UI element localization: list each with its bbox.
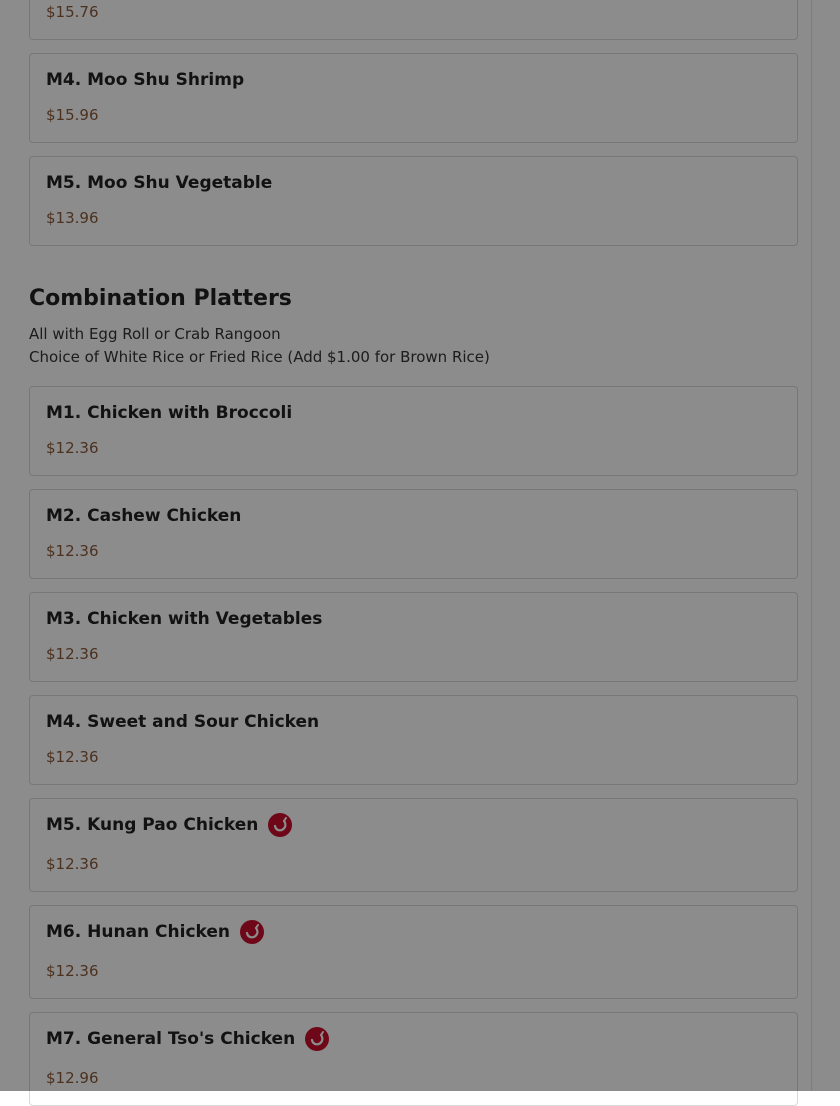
item-price: $13.96	[46, 209, 99, 227]
section-description-line-1: All with Egg Roll or Crab Rangoon	[29, 325, 281, 343]
item-name-text: M6. Hunan Chicken	[46, 922, 231, 942]
item-name	[46, 712, 319, 732]
chili-pepper-icon	[305, 1027, 329, 1051]
section-description-line-2: Choice of White Rice or Fried Rice (Add $1.00 for Brown Rice)	[29, 348, 490, 366]
menu-item-card[interactable]	[29, 1012, 798, 1106]
section-title: Combination Platters	[29, 286, 292, 311]
item-name	[46, 609, 322, 629]
menu-item-card[interactable]	[29, 798, 798, 892]
chili-pepper-icon	[240, 920, 264, 944]
item-name	[46, 506, 241, 526]
item-price: $12.96	[46, 1069, 99, 1087]
chili-pepper-icon	[268, 813, 292, 837]
item-name-text: M4. Moo Shu Shrimp	[46, 70, 245, 90]
item-name-text: M2. Cashew Chicken	[46, 506, 242, 526]
item-name	[46, 70, 244, 90]
item-price: $12.36	[46, 542, 99, 560]
item-price: $12.36	[46, 855, 99, 873]
menu-item-card[interactable]	[29, 592, 798, 682]
item-name	[46, 403, 292, 423]
item-name	[46, 173, 272, 193]
item-price: $12.36	[46, 645, 99, 663]
item-name-text: M5. Kung Pao Chicken	[46, 815, 259, 835]
menu-item-card[interactable]	[29, 905, 798, 999]
menu-item-card[interactable]	[29, 53, 798, 143]
item-price: $12.36	[46, 962, 99, 980]
item-name-text: M3. Chicken with Vegetables	[46, 609, 323, 629]
item-name-text: M5. Moo Shu Vegetable	[46, 173, 273, 193]
menu-item-card[interactable]	[29, 0, 798, 40]
item-price: $12.36	[46, 748, 99, 766]
item-price: $12.36	[46, 439, 99, 457]
menu-item-card[interactable]	[29, 695, 798, 785]
item-name-text: M1. Chicken with Broccoli	[46, 403, 293, 423]
menu-item-card[interactable]	[29, 156, 798, 246]
item-price: $15.76	[46, 3, 99, 21]
item-price: $15.96	[46, 106, 99, 124]
menu-item-card[interactable]	[29, 386, 798, 476]
scrollbar-track[interactable]	[811, 0, 812, 1091]
item-name-text: M7. General Tso's Chicken	[46, 1029, 296, 1049]
item-name-text: M4. Sweet and Sour Chicken	[46, 712, 320, 732]
item-name	[46, 813, 292, 837]
item-name	[46, 1027, 329, 1051]
item-name	[46, 920, 264, 944]
menu-item-card[interactable]	[29, 489, 798, 579]
